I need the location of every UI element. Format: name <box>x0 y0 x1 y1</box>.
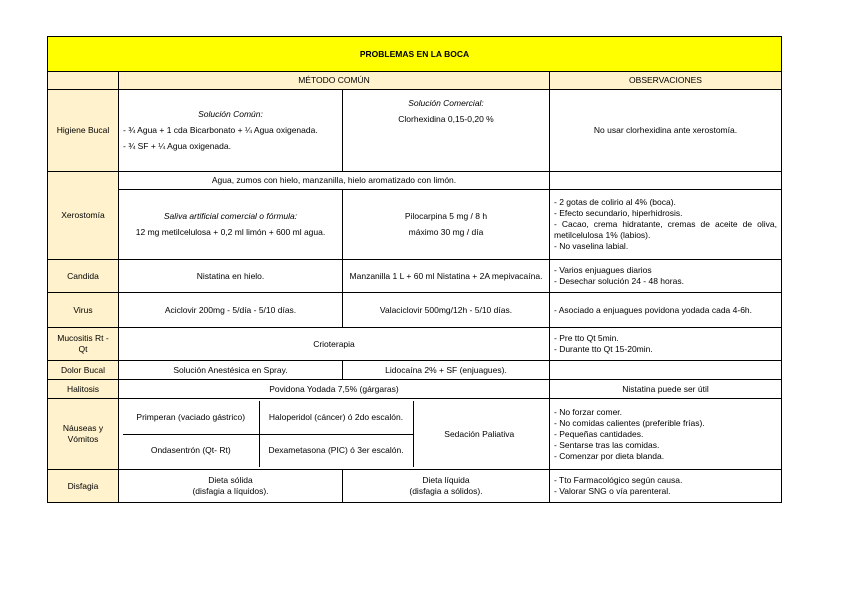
candida-right: Manzanilla 1 L + 60 ml Nistatina + 2A mepivacaína. <box>343 260 550 293</box>
mucositis-method: Crioterapia <box>119 328 550 361</box>
higiene-commercial-text: Clorhexidina 0,15-0,20 % <box>398 114 494 124</box>
candida-left: Nistatina en hielo. <box>119 260 343 293</box>
row-halitosis <box>48 380 782 399</box>
nauseas-obs-line: - No forzar comer. <box>554 406 623 417</box>
xerostomia-top-obs-empty <box>550 172 782 190</box>
mucositis-obs-line: - Durante tto Qt 15-20min. <box>554 344 653 354</box>
higiene-commercial-title: Solución Comercial: <box>408 98 484 108</box>
xerostomia-obs-line: - Efecto secundario, hiperhidrosis. <box>554 208 683 218</box>
header-empty-cell <box>48 72 119 90</box>
xerostomia-pilo-line2: máximo 30 mg / día <box>408 227 484 237</box>
nauseas-obs-line: - No comidas calientes (preferible frías). <box>554 417 705 428</box>
nauseas-obs-line: - Pequeñas cantidades. <box>554 428 644 439</box>
disfagia-left <box>119 470 343 503</box>
xerostomia-obs <box>550 190 782 260</box>
label-nauseas: Náuseas y Vómitos <box>48 399 119 470</box>
xerostomia-obs-line: - 2 gotas de colirio al 4% (boca). <box>554 197 676 207</box>
disfagia-left-line2: (disfagia a líquidos). <box>192 486 269 496</box>
candida-obs-line: - Varios enjuagues diarios <box>554 265 652 275</box>
label-higiene: Higiene Bucal <box>48 90 119 172</box>
dolor-obs <box>550 361 782 380</box>
xerostomia-saliva-text: 12 mg metilcelulosa + 0,2 ml limón + 600 ml agua. <box>135 227 326 237</box>
xerostomia-pilocarpina-cell <box>343 190 550 260</box>
nauseas-obs-line: - Sentarse tras las comidas. <box>554 439 660 450</box>
higiene-common-line2: - ¾ SF + ¼ Agua oxigenada. <box>123 141 231 151</box>
candida-obs-line: - Desechar solución 24 - 48 horas. <box>554 276 684 286</box>
higiene-common-line1: - ¾ Agua + 1 cda Bicarbonato + ¼ Agua oxigenada. <box>123 125 318 135</box>
disfagia-obs-line: - Tto Farmacológico según causa. <box>554 475 683 485</box>
label-virus: Virus <box>48 293 119 328</box>
xerostomia-top-text: Agua, zumos con hielo, manzanilla, hielo aromatizado con limón. <box>119 172 550 190</box>
row-xerostomia <box>48 190 782 260</box>
nauseas-method-cell <box>119 399 550 470</box>
higiene-common-title: Solución Común: <box>198 109 263 119</box>
row-xerostomia-top <box>48 172 782 190</box>
nauseas-dexametasona: Dexametasona (PIC) ó 3er escalón. <box>259 434 413 467</box>
row-nauseas <box>48 399 782 470</box>
dolor-left: Solución Anestésica en Spray. <box>119 361 343 380</box>
nauseas-sedacion: Sedación Paliativa <box>413 401 545 467</box>
nauseas-ondansetron: Ondasentrón (Qt- Rt) <box>123 434 259 467</box>
row-candida <box>48 260 782 293</box>
candida-obs <box>550 260 782 293</box>
halitosis-obs: Nistatina puede ser útil <box>550 380 782 399</box>
disfagia-obs-line: - Valorar SNG o vía parenteral. <box>554 486 671 496</box>
mucositis-obs <box>550 328 782 361</box>
xerostomia-saliva-title: Saliva artificial comercial o fórmula: <box>163 211 298 221</box>
nauseas-haloperidol: Haloperidol (cáncer) ó 2do escalón. <box>259 401 413 434</box>
xerostomia-pilo-line1: Pilocarpina 5 mg / 8 h <box>404 211 488 221</box>
header-row <box>48 72 782 90</box>
halitosis-method: Povidona Yodada 7,5% (gárgaras) <box>119 380 550 399</box>
disfagia-right-line1: Dieta líquida <box>422 475 470 485</box>
label-disfagia: Disfagia <box>48 470 119 503</box>
row-virus <box>48 293 782 328</box>
row-higiene <box>48 90 782 172</box>
virus-obs: - Asociado a enjuagues povidona yodada cada 4-6h. <box>550 293 782 328</box>
nauseas-obs <box>550 399 782 470</box>
disfagia-right <box>343 470 550 503</box>
higiene-common-cell <box>119 90 343 172</box>
disfagia-left-line1: Dieta sólida <box>208 475 253 485</box>
row-mucositis <box>48 328 782 361</box>
disfagia-obs <box>550 470 782 503</box>
table-title: PROBLEMAS EN LA BOCA <box>48 37 782 72</box>
label-halitosis: Halitosis <box>48 380 119 399</box>
title-row <box>48 37 782 72</box>
disfagia-right-line2: (disfagia a sólidos). <box>409 486 483 496</box>
xerostomia-saliva-cell <box>119 190 343 260</box>
mouth-problems-table <box>47 36 782 503</box>
label-candida: Candida <box>48 260 119 293</box>
virus-right: Valaciclovir 500mg/12h - 5/10 días. <box>343 293 550 328</box>
row-dolor <box>48 361 782 380</box>
label-mucositis: Mucositis Rt - Qt <box>48 328 119 361</box>
virus-left: Aciclovir 200mg - 5/día - 5/10 días. <box>119 293 343 328</box>
mucositis-obs-line: - Pre tto Qt 5min. <box>554 333 619 343</box>
nauseas-inner-table <box>123 401 545 467</box>
xerostomia-obs-line: - No vaselina labial. <box>554 241 629 251</box>
label-dolor: Dolor Bucal <box>48 361 119 380</box>
nauseas-primperan: Primperan (vaciado gástrico) <box>136 411 246 422</box>
label-xerostomia: Xerostomía <box>48 172 119 260</box>
row-disfagia <box>48 470 782 503</box>
dolor-right: Lidocaína 2% + SF (enjuagues). <box>343 361 550 380</box>
nauseas-obs-line: - Comenzar por dieta blanda. <box>554 450 665 461</box>
higiene-obs: No usar clorhexidina ante xerostomía. <box>550 90 782 172</box>
higiene-commercial-cell <box>343 90 550 172</box>
header-observations: OBSERVACIONES <box>550 72 782 90</box>
xerostomia-obs-line: - Cacao, crema hidratante, cremas de aceite de oliva, metilcelulosa 1% (labios). <box>554 219 777 240</box>
header-method: MÉTODO COMÚN <box>119 72 550 90</box>
